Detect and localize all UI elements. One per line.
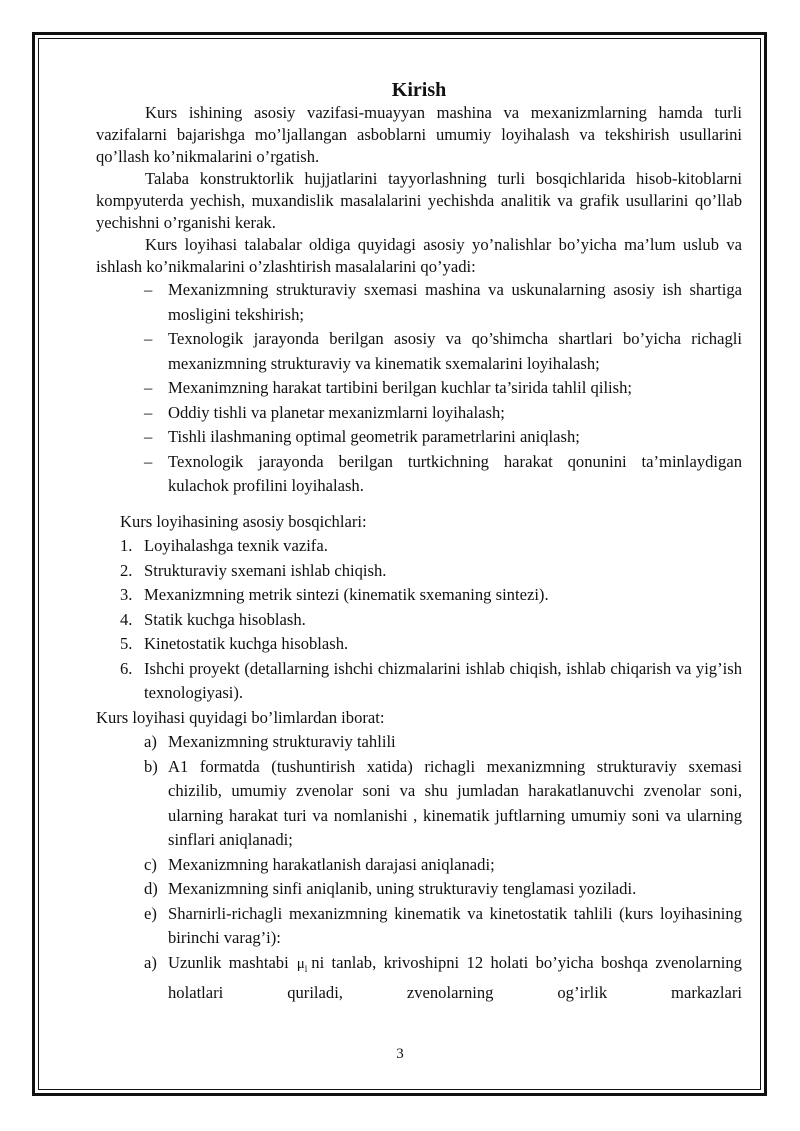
section-text-after: ni tanlab, krivoshipni 12 holati bo’yicha boshqa zvenolarning holatlari quriladi, zvenolarning og’irlik markazlari	[168, 952, 742, 1002]
stages-heading: Kurs loyihasining asosiy bosqichlari:	[120, 511, 367, 531]
section-text: Mexanizmning strukturaviy tahlili	[168, 732, 396, 751]
stage-text: Statik kuchga hisoblash.	[144, 609, 306, 629]
sections-heading: Kurs loyihasi quyidagi bo’limlardan iborat:	[96, 707, 385, 727]
stage-text: Ishchi proyekt (detallarning ishchi chizmalarini ishlab chiqish, ishlab chiqarish va yig’ish texnologiyasi).	[144, 658, 742, 702]
dash-list-item	[96, 425, 742, 450]
section-item	[96, 755, 742, 853]
stage-item	[96, 534, 742, 559]
section-text-before: Uzunlik mashtabi	[168, 952, 289, 972]
dash-list-item	[96, 327, 742, 376]
section-item	[96, 951, 742, 1006]
stage-text: Loyihalashga texnik vazifa.	[144, 536, 328, 555]
section-marker: a)	[144, 732, 157, 751]
page-title: Kirish	[391, 79, 447, 101]
dash-marker: –	[144, 329, 153, 348]
stage-text: Strukturaviy sxemani ishlab chiqish.	[144, 560, 387, 580]
section-marker: e)	[144, 903, 157, 923]
dash-item-text: Texnologik jarayonda berilgan turtkichning harakat qonunini ta’minlaydigan kulachok profilini loyihalash.	[168, 451, 742, 495]
dash-marker: –	[144, 402, 153, 422]
dash-marker: –	[144, 280, 153, 299]
stage-number: 4.	[120, 609, 133, 629]
section-marker: a)	[144, 952, 157, 972]
section-text: Mexanizmning sinfi aniqlanib, uning strukturaviy tenglamasi yoziladi.	[168, 879, 637, 898]
dash-list-item	[96, 376, 742, 401]
mu-subscript: l	[304, 963, 308, 974]
dash-marker: –	[144, 378, 153, 397]
dash-list-item	[96, 401, 742, 426]
section-marker: d)	[144, 879, 158, 898]
section-item	[96, 877, 742, 902]
intro-paragraph-3: Kurs loyihasi talabalar oldiga quyidagi asosiy yo’nalishlar bo’yicha ma’lum uslub va ishlash ko’nikmalarini o’zlashtirish masalalarini qo’yadi:	[96, 235, 742, 276]
section-text: Sharnirli-richagli mexanizmning kinematik va kinetostatik tahlili (kurs loyihasining birinchi varag’i):	[168, 903, 742, 947]
intro-paragraph-2: Talaba konstruktorlik hujjatlarini tayyorlashning turli bosqichlarida hisob-kitoblarni kompyuterda yechish, muxandislik masalalarini yechishda analitik va grafik usullarini qo’llab yechishni o’rganishi kerak.	[96, 169, 742, 232]
section-item	[96, 853, 742, 878]
section-text: Mexanizmning harakatlanish darajasi aniqlanadi;	[168, 854, 495, 874]
stage-text: Kinetostatik kuchga hisoblash.	[144, 634, 349, 653]
dash-item-text: Texnologik jarayonda berilgan asosiy va qo’shimcha shartlari bo’yicha richagli mexanizmning strukturaviy va kinematik sxemalarini loyihalash;	[168, 329, 742, 373]
dash-list-item	[96, 278, 742, 327]
stage-number: 3.	[120, 585, 133, 604]
dash-item-text: Mexanimzning harakat tartibini berilgan kuchlar ta’sirida tahlil qilish;	[168, 378, 633, 397]
stage-number: 6.	[120, 658, 133, 678]
document-body	[96, 76, 742, 1006]
stage-item	[96, 559, 742, 584]
stage-text: Mexanizmning metrik sintezi (kinematik sxemaning sintezi).	[144, 585, 549, 604]
sections-list	[96, 730, 742, 1006]
section-item	[96, 730, 742, 755]
section-marker: c)	[144, 854, 157, 874]
dash-item-text: Oddiy tishli va planetar mexanizmlarni loyihalash;	[168, 402, 505, 422]
stage-number: 5.	[120, 634, 133, 653]
mu-symbol: μ	[296, 955, 305, 972]
section-text: A1 formatda (tushuntirish xatida) richagli mexanizmning strukturaviy sxemasi chizilib, umumiy zvenolar soni va shu jumladan harakatlanuvchi zvenolar soni, ularning harakat turi va nomlanishi , kinematik juftlarning umumiy soni va ularning sinflari aniqlanadi;	[168, 756, 742, 849]
dash-list-item	[96, 450, 742, 499]
stage-number: 1.	[120, 536, 133, 555]
stages-list	[96, 534, 742, 706]
stage-item	[96, 657, 742, 706]
stage-number: 2.	[120, 560, 133, 580]
dash-item-text: Mexanizmning strukturaviy sxemasi mashina va uskunalarning asosiy ish shartiga mosligini tekshirish;	[168, 280, 742, 324]
scale-symbol	[297, 956, 308, 972]
dash-marker: –	[144, 451, 153, 471]
section-marker: b)	[144, 756, 158, 776]
dash-item-text: Tishli ilashmaning optimal geometrik parametrlarini aniqlash;	[168, 427, 580, 446]
stage-item	[96, 583, 742, 608]
page-number: 3	[396, 1046, 404, 1062]
stage-item	[96, 632, 742, 657]
intro-paragraph-1: Kurs ishining asosiy vazifasi-muayyan mashina va mexanizmlarning hamda turli vazifalarni bajarishga mo’ljallangan asboblarni umumiy loyihalash va tekshirish usullarini qo’llash ko’nikmalarini o’rgatish.	[96, 103, 742, 166]
section-item	[96, 902, 742, 951]
stage-item	[96, 608, 742, 633]
tasks-dash-list	[96, 278, 742, 499]
dash-marker: –	[144, 427, 153, 446]
